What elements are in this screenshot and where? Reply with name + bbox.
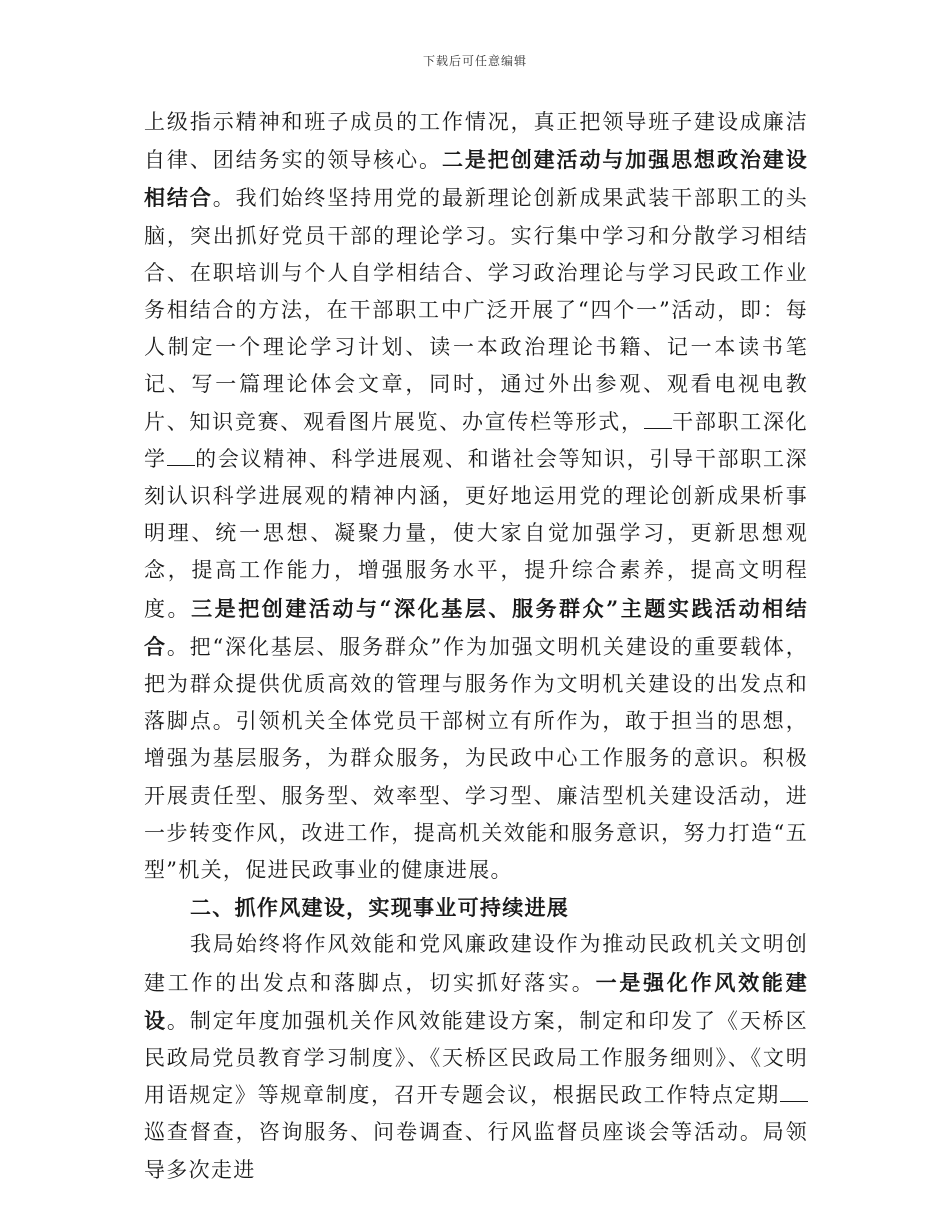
paragraph-1-text: 上级指示精神和班子成员的工作情况，真正把领导班子建设成廉洁自律、团结务实的领导核心。 — [144, 110, 808, 173]
section-heading: 二、抓作风建设，实现事业可持续进展 — [190, 895, 570, 921]
page-header: 下载后可任意编辑 — [422, 54, 527, 68]
paragraph-1-bold-heading: 二是把创建活动与加强思想政治建设相结合 — [144, 147, 808, 211]
paragraph-1-text: 干部职工深化学 — [144, 409, 808, 471]
paragraph-1-text: 。把“深化基层、服务群众”作为加强文明机关建设的重要载体，把为群众提供优质高效的管理与服务作为文明机关建设的出发点和落脚点。引领机关全体党员干部树立有所作为，敢于担当的思想，增强为基层服务，为群众服务，为民政中心工作服务的意识。积极开展责任型、服务型、效率型、学习型、廉洁型机关建设活动，进一步转变作风，改进工作，提高机关效能和服务意识，努力打造“五型”机关，促进民政事业的健康进展。 — [144, 634, 808, 883]
paragraph-1-text: 的会议精神、科学进展观、和谐社会等知识，引导干部职工深刻认识科学进展观的精神内涵，更好地运用党的理论创新成果析事明理、统一思想、凝聚力量，使大家自觉加强学习，更新思想观念，提高工作能力，增强服务水平，提升综合素养，提高文明程度。 — [144, 446, 808, 621]
document-body — [144, 104, 808, 1189]
paragraph-2-text: 。制定年度加强机关作风效能建设方案，制定和印发了《天桥区民政局党员教育学习制度》、《天桥区民政局工作服务细则》、《文明用语规定》等规章制度，召开专题会议，根据民政工作特点定期 — [144, 1008, 808, 1108]
paragraph-2-bold-heading: 一是强化作风效能建设 — [144, 969, 808, 1033]
paragraph-1-bold-heading: 三是把创建活动与“深化基层、服务群众”主题实践活动相结合 — [144, 595, 808, 659]
blank-underline — [644, 410, 672, 429]
blank-underline — [167, 447, 195, 466]
paragraph-1-text: 。我们始终坚持用党的最新理论创新成果武装干部职工的头脑，突出抓好党员干部的理论学习。实行集中学习和分散学习相结合、在职培训与个人自学相结合、学习政治理论与学习民政工作业务相结合的方法，在干部职工中广泛开展了“四个一”活动，即：每人制定一个理论学习计划、读一本政治理论书籍、记一本读书笔记、写一篇理论体会文章，同时，通过外出参观、观看电视电教片、知识竞赛、观看图片展览、办宣传栏等形式， — [144, 186, 808, 434]
blank-underline — [780, 1083, 808, 1102]
paragraph-2-text: 巡查督查，咨询服务、问卷调查、行风监督员座谈会等活动。局领导多次走进 — [144, 1120, 808, 1182]
paragraph-2 — [144, 926, 808, 1188]
paragraph-2-text: 我局始终将作风效能和党风廉政建设作为推动民政机关文明创建工作的出发点和落脚点，切实抓好落实。 — [144, 932, 808, 995]
paragraph-1 — [144, 104, 808, 889]
